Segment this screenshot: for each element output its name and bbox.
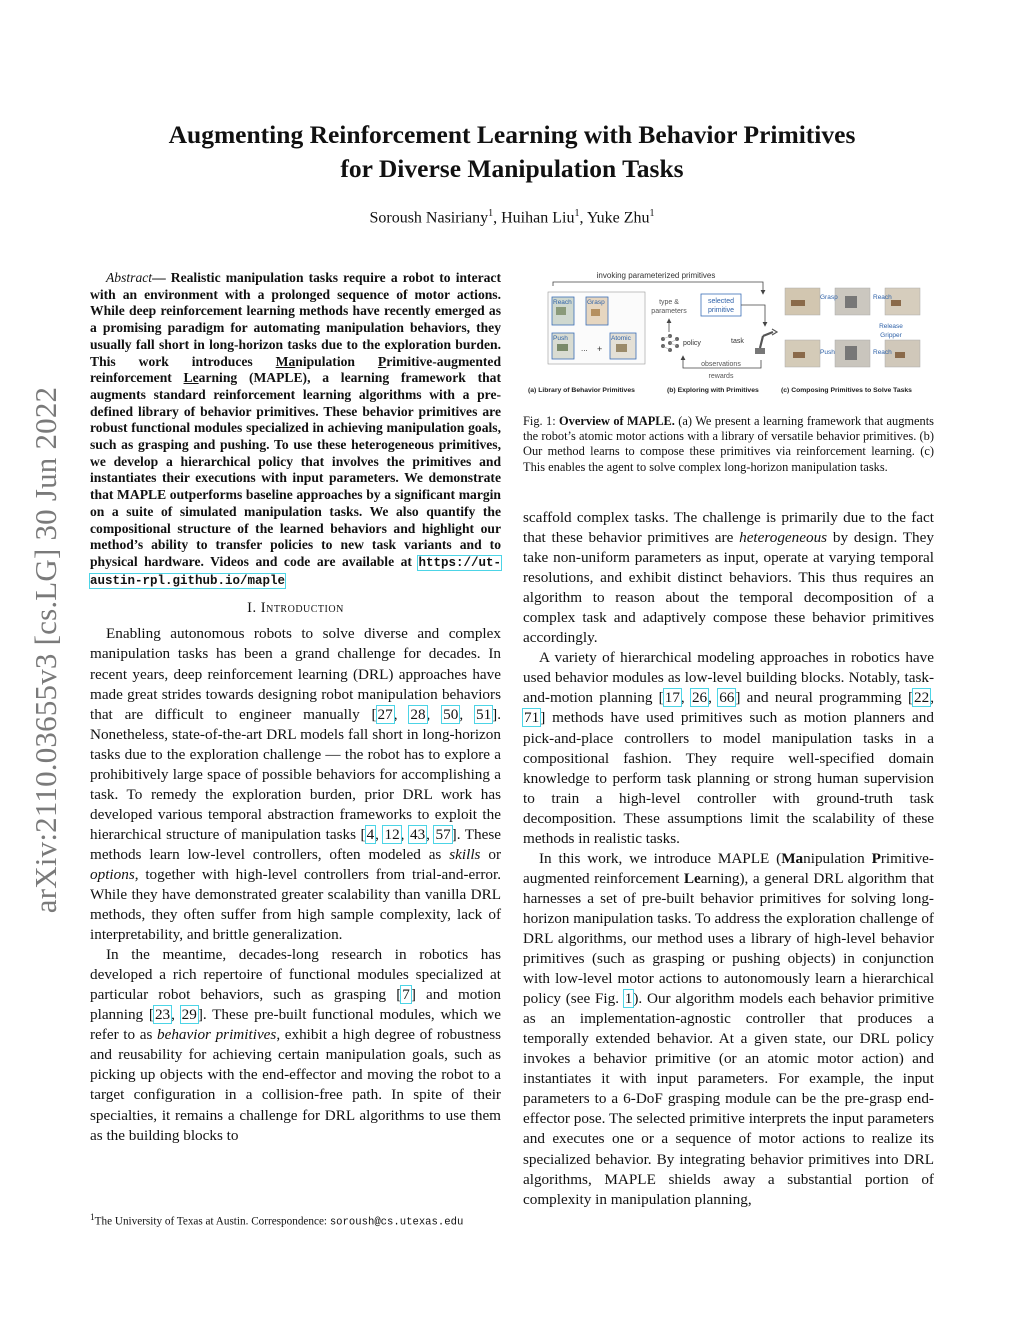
footnote-text: The University of Texas at Austin. Correspondence: xyxy=(94,1215,330,1228)
intro-paragraph-1: Enabling autonomous robots to solve diverse and complex manipulation tasks has been a grand challenge for decades. In recent years, deep reinforcement learning (DRL) approaches have made great strides towards designing robot manipulation behaviors that are difficult to engineer manually [27, 28, 50, 51]. Nonetheless, state-of-the-art DRL models fall short in long-horizon tasks due to the exploration challenge — the robot has to explore a prohibitively large space of possible behaviors for accomplishing a task. To remedy the exploration burden, prior DRL work has developed various temporal abstraction frameworks to exploit the hierarchical structure of manipulation tasks [4, 12, 43, 57]. These methods learn low-level controllers, often modeled as skills or options, together with high-level controllers from trial-and-error. While they have demonstrated greater scalability than vanilla DRL methods, they often suffer from high sample complexity, lack of interpretability, and brittle generalization. xyxy=(90,625,502,944)
panel-c-label: (c) Composing Primitives to Solve Tasks xyxy=(781,387,912,394)
abstract-dash: — xyxy=(152,270,166,285)
intro-paragraph-3 xyxy=(523,508,934,648)
caption-label: Fig. 1: xyxy=(523,414,560,428)
body-text: In the meantime, decades-long research in robotics has developed a rich repertoire of functional modules specialized at particular robot behaviors, such as grasping [ xyxy=(90,946,501,1004)
acronym-letters: Ma xyxy=(275,353,296,369)
abstract xyxy=(90,270,501,589)
affiliation-mark: 1 xyxy=(649,208,655,219)
caption-text: (a) We present a learning framework that augments the robot’s atomic motor actions with a library of versatile behavior primitives. (b) Our method learns to compose these primitives via reinforcement learning. (c) This enables the agent to solve complex long-horizon manipulation tasks. xyxy=(523,414,935,474)
section-name: Introduction xyxy=(260,600,344,617)
citation-link[interactable]: 29 xyxy=(181,1006,197,1024)
body-text: rimitive-augmented reinforcement xyxy=(523,849,934,887)
compose-sequence-top xyxy=(785,288,920,315)
citation-link[interactable]: 66 xyxy=(719,689,735,707)
tile-label: Reach xyxy=(553,299,572,306)
panel-b-label: (b) Exploring with Primitives xyxy=(667,387,759,394)
affiliation-mark: 1 xyxy=(574,208,580,219)
author-name: Soroush Nasiriany xyxy=(369,209,489,227)
step-label: Reach xyxy=(873,349,892,356)
step-label: Release xyxy=(879,323,903,330)
body-text: ]. These pre-built functional modules, which we refer to as xyxy=(90,1006,501,1044)
author-name: Huihan Liu xyxy=(501,209,575,227)
task-label: task xyxy=(731,338,744,345)
author-list: Soroush Nasiriany$^1$, Huihan Liu$^1$, Yuke Zhu$^1$ xyxy=(369,208,655,227)
citation-link[interactable]: 57 xyxy=(435,825,451,843)
tile-label: Atomic xyxy=(611,335,631,342)
tile-label: Grasp xyxy=(587,299,605,306)
invoking-label: invoking parameterized primitives xyxy=(596,271,716,280)
policy-network-icon xyxy=(661,334,679,352)
abstract-label: Abstract xyxy=(106,270,153,285)
type-params-label: type & xyxy=(659,299,679,306)
step-label: Push xyxy=(820,349,835,356)
caption-bold: Overview of MAPLE. xyxy=(559,414,675,428)
body-text: ). Our algorithm models each behavior primitive as an implementation-agnostic controller that produces a temporally extended behavior. At a given state, our DRL policy invokes a behavior primitive (or an atomic motor action) and instantiates it with input parameters. For example, the input parameters to a 6-DoF grasping module can be the pre-grasp end-effector pose. The selected primitive interprets the input parameters and executes one or a sequence of motor actions to realize its specialized behavior. By integrating behavior primitives into DRL algorithms, MAPLE shields away a substantial portion of complexity in manipulation planning, xyxy=(523,990,935,1208)
citation-link[interactable]: 26 xyxy=(691,689,708,707)
body-text: In this work, we introduce MAPLE ( xyxy=(539,849,782,867)
body-text: ] and neural programming [ xyxy=(735,689,914,707)
body-text: scaffold complex tasks. The challenge is primarily due to the fact that these behavior primitives are xyxy=(523,509,934,547)
intro-paragraph-4: A variety of hierarchical modeling approaches in robotics have used behavior modules as low-level building blocks. Notably, task-and-motion planning [17, 26, 66] and neural programming [22, 71] methods have used primitives such as motion planners and pick-and-place controllers to model manipulation tasks in a compositional fashion. They require well-specified domain knowledge to perform task planning or strong human supervision to train a high-level controller with ground-truth task decomposition. These assumptions limit the scalability of these methods in realistic tasks. xyxy=(523,649,934,847)
citation-link[interactable]: 4 xyxy=(366,825,375,843)
selected-primitive-label: selected xyxy=(707,298,735,305)
project-url-link[interactable]: https://ut-austin-rpl.github.io/maple xyxy=(90,555,501,588)
author-name: Yuke Zhu xyxy=(586,209,650,227)
figure-1 xyxy=(523,268,934,400)
right-column xyxy=(523,508,934,1210)
intro-paragraph-2: In the meantime, decades-long research in robotics has developed a rich repertoire of functional modules specialized at particular robot behaviors, such as grasping [7] and motion planning [23, 29]. These pre-built functional modules, which we refer to as behavior primitives, exhibit a high degree of robustness and reusability for achieving certain manipulation goals, such as picking up objects with the end-effector and moving the robot to a target configuration in a collision-free path. In spite of their specialties, it remains a challenge for DRL algorithms to use them as the building blocks to xyxy=(90,946,502,1144)
step-label: Reach xyxy=(873,294,892,301)
acronym-letters: Ma xyxy=(781,849,804,867)
abstract-text: nipulation xyxy=(295,353,378,369)
body-text: Enabling autonomous robots to solve diverse and complex manipulation tasks has been a grand challenge for decades. In recent years, deep reinforcement learning (DRL) approaches have made great strides towards designing robot manipulation behaviors that are difficult to engineer manually [ xyxy=(90,625,501,723)
body-text: , together with high-level controllers from trial-and-error. While they have demonstrated greater scalability than vanilla DRL methods, they often suffer from high sample complexity, lack of interpretability, and brittle generalization. xyxy=(90,865,501,944)
tile-plus: + xyxy=(597,344,603,354)
citation-link[interactable]: 43 xyxy=(409,825,426,843)
selected-primitive-label: primitive xyxy=(707,307,735,314)
citation-link[interactable]: 22 xyxy=(914,689,930,707)
left-column xyxy=(90,270,501,1146)
citation-link[interactable]: 28 xyxy=(410,705,426,723)
body-text: nipulation xyxy=(803,849,872,867)
correspondence-email: soroush@cs.utexas.edu xyxy=(329,1216,464,1229)
footnote-mark: 1 xyxy=(90,1213,95,1223)
body-text: , exhibit a high degree of robustness and reusability for achieving certain manipulation goals, such as picking up objects with the end-effector and moving the robot to a target configuration in a collision-free path. In spite of their specialties, it remains a challenge for DRL algorithms to use them as the building blocks to xyxy=(90,1026,502,1144)
italic-term: behavior primitives xyxy=(156,1026,277,1044)
body-text: ]. Nonetheless, state-of-the-art DRL models fall short in long-horizon tasks due to the exploration challenge — the robot has to explore a prohibitively large space of possible behaviors for accomplishing a task. To remedy the exploration burden, prior DRL work has developed various temporal abstraction frameworks to exploit the hierarchical structure of manipulation tasks [ xyxy=(90,705,502,843)
body-text: by design. They take non-uniform parameters as input, operate at varying temporal resolutions, and exhibit distinct behaviors. This thus requires an algorithm to reason about the temporal decomposition of a complex task and adaptively compose these behavior primitives accordingly. xyxy=(523,529,934,647)
acronym-letters: Le xyxy=(183,370,199,386)
step-label: Grasp xyxy=(820,294,838,301)
affiliation-mark: 1 xyxy=(488,208,494,219)
citation-link[interactable]: 23 xyxy=(154,1006,171,1024)
citation-link[interactable]: 7 xyxy=(402,986,410,1004)
step-label: Gripper xyxy=(880,332,902,339)
tile-reach xyxy=(552,297,574,325)
body-text: or xyxy=(480,845,501,863)
italic-term: options xyxy=(90,865,135,883)
citation-link[interactable]: 1 xyxy=(624,990,633,1008)
robot-arm-icon xyxy=(755,329,777,354)
italic-term: skills xyxy=(449,845,481,863)
paper-title xyxy=(100,118,924,186)
footnote xyxy=(90,1213,501,1229)
title-line-2: for Diverse Manipulation Tasks xyxy=(340,154,684,183)
tile-label: Push xyxy=(553,335,568,342)
policy-label: policy xyxy=(683,340,701,347)
citation-link[interactable]: 71 xyxy=(524,709,540,727)
type-params-label: parameters xyxy=(651,308,687,315)
acronym-letters: Le xyxy=(683,869,701,887)
section-number: I. xyxy=(247,600,257,617)
title-line-1: Augmenting Reinforcement Learning with Behavior Primitives xyxy=(168,120,856,149)
tile-ellipsis: ... xyxy=(581,344,588,353)
acronym-letters: P xyxy=(377,353,387,369)
observations-label: observations xyxy=(701,361,741,368)
tile-grasp xyxy=(586,297,608,325)
compose-sequence-bottom xyxy=(785,340,920,367)
citation-link[interactable]: 27 xyxy=(377,705,393,723)
citation-link[interactable]: 17 xyxy=(664,689,680,707)
acronym-letters: P xyxy=(871,849,881,867)
body-text: ]. These methods learn low-level controllers, often modeled as xyxy=(90,825,502,863)
citation-link[interactable]: 50 xyxy=(443,705,459,723)
body-text: A variety of hierarchical modeling approaches in robotics have used behavior modules as low-level building blocks. Notably, task-and-motion planning [ xyxy=(523,649,934,707)
rewards-label: rewards xyxy=(708,373,734,380)
abstract-text: rimitive-augmented reinforcement xyxy=(90,353,501,386)
tile-atomic xyxy=(610,333,636,359)
body-text: ] and motion planning [ xyxy=(90,986,501,1024)
tile-push xyxy=(552,333,574,359)
panel-a-label: (a) Library of Behavior Primitives xyxy=(528,387,635,394)
figure-caption xyxy=(523,414,934,475)
intro-paragraph-5 xyxy=(523,849,934,1210)
figure-1-diagram xyxy=(523,268,934,400)
arxiv-identifier: arXiv:2110.03655v3 [cs.LG] 30 Jun 2022 xyxy=(28,386,63,914)
citation-link[interactable]: 51 xyxy=(475,705,492,723)
section-heading xyxy=(90,598,501,618)
execute-arrow xyxy=(741,305,765,326)
body-text: ] methods have used primitives such as motion planners and pick-and-place controllers to model manipulation tasks in a compositional fashion. They require well-specified domain knowledge to perform task planning or strong human supervision to train a high-level controller with ground-truth task decomposition. These assumptions limit the scalability of these methods in realistic tasks. xyxy=(523,709,934,847)
citation-link[interactable]: 12 xyxy=(384,825,400,843)
abstract-text: arning (MAPLE), a learning framework that augments standard reinforcement learning algorithms with a pre-defined library of behavior primitives. These behavior primitives are robust functional modules specialized in achieving manipulation goals, such as grasping and pushing. To use these heterogeneous primitives, we develop a hierarchical policy that involves the primitives and instantiates their executions with input parameters. We demonstrate that MAPLE outperforms baseline approaches by a significant margin on a suite of simulated manipulation tasks. We also quantify the compositional structure of the learned behaviors and highlight our method’s ability to transfer policies to new task variants and to physical hardware. Videos and code are available at xyxy=(90,370,501,569)
abstract-text: Realistic manipulation tasks require a robot to interact with an environment with a prolonged sequence of motor actions. While deep reinforcement learning methods have recently emerged as a promising paradigm for automating manipulation behaviors, they usually fall short in long-horizon tasks due to the exploration burden. This work introduces xyxy=(90,270,501,369)
italic-term: heterogeneous xyxy=(739,529,828,547)
body-text: arning), a general DRL algorithm that harnesses a set of pre-built behavior primitives for solving long-horizon manipulation tasks. To address the exploration challenge of DRL algorithms, our method uses a library of high-level behavior primitives (such as grasping or pushing objects) in conjunction with low-level motor actions to autonomously learn a hierarchical policy (see Fig. xyxy=(523,869,934,1008)
